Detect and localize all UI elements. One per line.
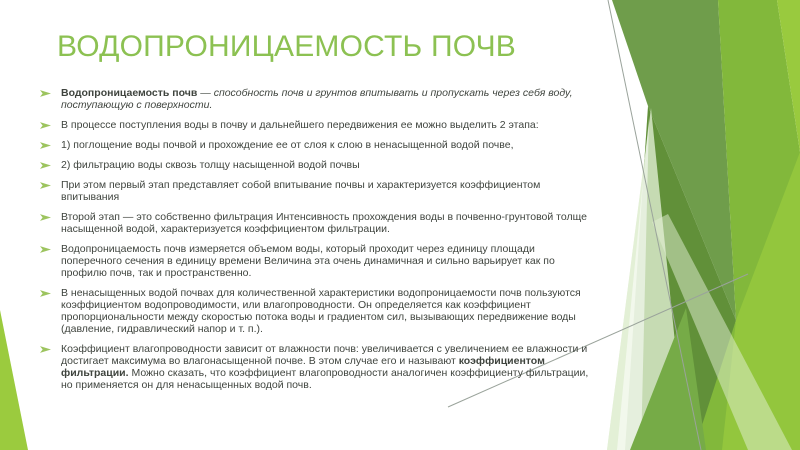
bullet-item <box>40 211 596 235</box>
bullet-item <box>40 119 596 131</box>
bullet-item <box>40 179 596 203</box>
bullet-text: Водопроницаемость почв — способность почв и грунтов впитывать и пропускать через себя воду, поступающую с поверхности. <box>61 87 573 111</box>
bullet-arrow-icon <box>40 246 51 254</box>
bullet-arrow-icon <box>40 290 51 298</box>
bullet-text: В процессе поступления воды в почву и дальнейшего передвижения ее можно выделить 2 этапа: <box>61 119 539 131</box>
bullet-item <box>40 87 596 111</box>
bullet-item <box>40 287 596 335</box>
bullet-arrow-icon <box>40 142 51 150</box>
bullet-arrow-icon <box>40 214 51 222</box>
bullet-list <box>40 87 596 399</box>
bullet-text: Коэффициент влагопроводности зависит от влажности почв: увеличивается с увеличением ее влажности и достигает максимума во влагонасыщенной почве. В этом случае его и называют коэффициентом фильтрации. Можно сказать, что коэффициент влагопроводности аналогичен коэффициенту фильтрации, но применяется он для ненасыщенных водой почв. <box>61 343 589 391</box>
bullet-item <box>40 139 596 151</box>
bullet-text: 1) поглощение воды почвой и прохождение ее от слоя к слою в ненасыщенной водой почве, <box>61 139 514 151</box>
bullet-text: 2) фильтрацию воды сквозь толщу насыщенной водой почвы <box>61 159 360 171</box>
bullet-arrow-icon <box>40 346 51 354</box>
bullet-item <box>40 343 596 391</box>
slide-title: ВОДОПРОНИЦАЕМОСТЬ ПОЧВ <box>57 30 517 63</box>
bullet-item <box>40 243 596 279</box>
bullet-text: В ненасыщенных водой почвах для количественной характеристики водопроницаемости почв пользуются коэффициентом водопроводимости, или влагопроводности. Он определяется как коэффициент пропорциональности между скоростью потока воды и градиентом сил, вызывающих передвижение воды (давление, гидравлический напор и т. п.). <box>61 287 581 335</box>
bullet-text: Водопроницаемость почв измеряется объемом воды, который проходит через единицу площади поперечного сечения в единицу времени Величина эта очень динамичная и сильно варьирует как по профилю почв, так и пространственно. <box>61 243 555 279</box>
bullet-arrow-icon <box>40 90 51 98</box>
bullet-item <box>40 159 596 171</box>
bullet-text: Второй этап — это собственно фильтрация Интенсивность прохождения воды в почвенно-грунтовой толще насыщенной водой, характеризуется коэффициентом фильтрации. <box>61 211 587 235</box>
bullet-arrow-icon <box>40 162 51 170</box>
bullet-text: При этом первый этап представляет собой впитывание почвы и характеризуется коэффициентом впитывания <box>61 179 541 203</box>
bullet-arrow-icon <box>40 122 51 130</box>
bullet-arrow-icon <box>40 182 51 190</box>
